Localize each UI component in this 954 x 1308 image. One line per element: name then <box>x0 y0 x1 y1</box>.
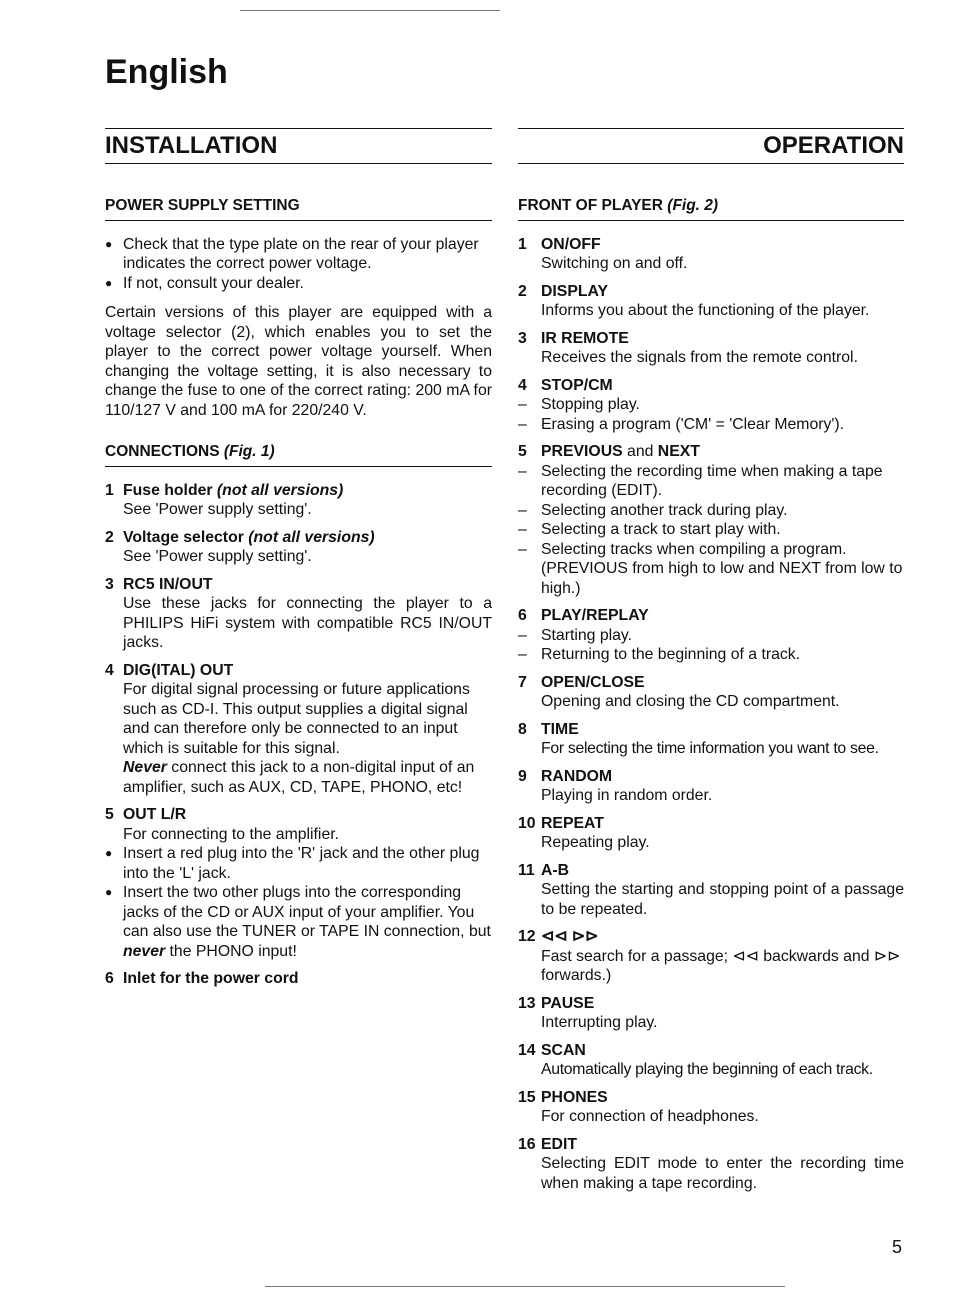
item-text: Automatically playing the beginning of each track. <box>541 1061 873 1078</box>
list-item <box>518 282 904 321</box>
connections-fig-ref: (Fig. 1) <box>223 443 275 460</box>
installation-column <box>105 196 492 989</box>
list-item <box>518 994 904 1033</box>
installation-title: INSTALLATION <box>105 132 278 159</box>
item-dash: – Selecting another track during play. <box>518 501 904 521</box>
item-title: NEXT <box>657 443 700 460</box>
item-number: 4 <box>105 661 114 679</box>
bullet-text: Insert the two other plugs into the corresponding jacks of the CD or AUX input of your amplifier. You can also use the TUNER or TAPE IN connection, but <box>123 884 491 940</box>
item-title: REPEAT <box>541 814 604 832</box>
item-title: OUT L/R <box>123 806 187 823</box>
connections-heading <box>105 442 492 467</box>
item-text: For connecting to the amplifier. <box>123 825 340 843</box>
list-item <box>518 329 904 368</box>
item-title: ON/OFF <box>541 235 601 253</box>
item-number: 8 <box>518 720 527 738</box>
item-text: Fast search for a passage; ⊲⊲ backwards and ⊳⊳ forwards.) <box>541 947 901 984</box>
item-number: 1 <box>105 481 114 499</box>
item-bullet: ● Insert a red plug into the 'R' jack and the other plug into the 'L' jack. <box>105 844 492 883</box>
item-number: 3 <box>518 329 527 347</box>
item-number: 1 <box>518 235 527 253</box>
search-icons: ⊲⊲ ⊳⊳ <box>541 928 599 945</box>
scan-rule-top <box>240 10 500 11</box>
list-item <box>518 376 904 435</box>
warning-emphasis: Never <box>123 759 167 776</box>
item-title: IR REMOTE <box>541 329 629 347</box>
item-number: 6 <box>105 970 114 987</box>
item-text: Selecting EDIT mode to enter the recording time when making a tape recording. <box>541 1155 904 1192</box>
list-item <box>518 1088 904 1127</box>
bullet-emphasis: never <box>123 942 166 960</box>
item-number: 11 <box>518 861 535 879</box>
item-text: See 'Power supply setting'. <box>123 501 312 518</box>
item-text: Use these jacks for connecting the player to a PHILIPS HiFi system with compatible RC5 IN/OUT jacks. <box>123 595 492 651</box>
item-dash: – Selecting tracks when compiling a program. (PREVIOUS from high to low and NEXT from low to high.) <box>518 540 904 599</box>
item-title: RANDOM <box>541 767 613 785</box>
item-number: 7 <box>518 673 527 691</box>
item-title: TIME <box>541 720 579 738</box>
item-text: For connection of headphones. <box>541 1108 759 1125</box>
warning-text: connect this jack to a non-digital input of an amplifier, such as AUX, CD, TAPE, PHONO, etc! <box>123 759 475 796</box>
item-number: 5 <box>105 806 114 823</box>
item-dash: – Erasing a program ('CM' = 'Clear Memory'). <box>518 415 904 435</box>
item-title-and: and <box>622 443 658 460</box>
item-text: Informs you about the functioning of the player. <box>541 302 870 319</box>
item-number: 3 <box>105 575 114 593</box>
list-item <box>518 861 904 920</box>
list-item <box>518 927 904 986</box>
item-dash: – Selecting a track to start play with. <box>518 520 904 540</box>
list-item <box>518 442 904 598</box>
item-dash: – Stopping play. <box>518 395 904 415</box>
item-title: A-B <box>541 861 570 879</box>
item-dash: – Starting play. <box>518 626 904 646</box>
item-title: RC5 IN/OUT <box>123 575 213 593</box>
list-item <box>518 767 904 806</box>
list-item <box>518 1135 904 1194</box>
list-item <box>105 528 492 567</box>
front-heading-text: FRONT OF PLAYER <box>518 197 663 214</box>
connections-list <box>105 481 492 989</box>
item-number: 4 <box>518 376 527 394</box>
item-title: DISPLAY <box>541 282 609 300</box>
item-title: EDIT <box>541 1135 577 1153</box>
item-number: 10 <box>518 814 536 832</box>
item-dash: – Returning to the beginning of a track. <box>518 645 904 665</box>
item-number: 5 <box>518 443 527 460</box>
item-qualifier: (not all versions) <box>248 528 375 546</box>
item-number: 12 <box>518 928 536 945</box>
item-text: Opening and closing the CD compartment. <box>541 693 840 710</box>
item-title: PREVIOUS <box>541 443 623 460</box>
item-text: For selecting the time information you want to see. <box>541 740 879 757</box>
list-item <box>105 661 492 798</box>
item-body <box>105 680 492 797</box>
item-title: PAUSE <box>541 994 595 1012</box>
page-number: 5 <box>892 1237 903 1257</box>
item-number: 14 <box>518 1041 536 1059</box>
item-title: Fuse holder <box>123 481 213 499</box>
front-fig-ref: (Fig. 2) <box>667 197 719 214</box>
item-title: Inlet for the power cord <box>123 970 299 987</box>
item-number: 13 <box>518 994 536 1012</box>
list-item <box>518 720 904 759</box>
list-item <box>105 481 492 520</box>
item-text: Repeating play. <box>541 834 650 851</box>
item-title: STOP/CM <box>541 376 613 394</box>
item-title: OPEN/CLOSE <box>541 673 645 691</box>
item-bullet <box>105 883 492 961</box>
item-text: Setting the starting and stopping point of a passage to be repeated. <box>541 881 904 918</box>
list-item <box>105 805 492 961</box>
item-warning <box>123 758 492 797</box>
item-number: 16 <box>518 1135 536 1153</box>
item-number: 15 <box>518 1088 536 1106</box>
item-text: Switching on and off. <box>541 255 688 272</box>
item-title: PHONES <box>541 1088 608 1106</box>
item-text: Interrupting play. <box>541 1014 658 1031</box>
operation-header <box>518 128 904 164</box>
power-supply-bullet: ● If not, consult your dealer. <box>105 274 492 294</box>
item-title: SCAN <box>541 1041 586 1059</box>
item-text: For digital signal processing or future applications such as CD-I. This output supplies a digital signal and can therefore only be connected to an input which is suitable for this signal. <box>123 681 470 757</box>
item-title: DIG(ITAL) OUT <box>123 661 234 679</box>
list-item <box>518 673 904 712</box>
item-number: 6 <box>518 607 527 624</box>
item-title: PLAY/REPLAY <box>541 607 649 624</box>
item-text: See 'Power supply setting'. <box>123 548 312 565</box>
operation-column <box>518 196 904 1193</box>
item-number: 2 <box>518 282 527 300</box>
item-number: 2 <box>105 528 114 546</box>
item-text: Playing in random order. <box>541 787 713 804</box>
item-title: Voltage selector <box>123 528 244 546</box>
page-title: English <box>105 53 228 91</box>
power-supply-heading: POWER SUPPLY SETTING <box>105 196 492 221</box>
list-item <box>518 1041 904 1080</box>
power-supply-paragraph: Certain versions of this player are equipped with a voltage selector (2), which enables you to set the player to the correct power voltage yourself. When changing the voltage setting, it is also necessary to change the fuse to one of the correct rating: 200 mA for 110/127 V and 100 mA for 220/240 V. <box>105 304 492 419</box>
scan-rule-bottom <box>265 1286 785 1287</box>
item-number: 9 <box>518 767 527 785</box>
item-qualifier: (not all versions) <box>216 481 344 499</box>
list-item <box>518 606 904 665</box>
list-item <box>105 969 492 989</box>
installation-header <box>105 128 492 164</box>
item-text: Receives the signals from the remote control. <box>541 349 858 366</box>
list-item <box>518 235 904 274</box>
item-dash: – Selecting the recording time when making a tape recording (EDIT). <box>518 462 904 501</box>
bullet-text: the PHONO input! <box>165 942 297 960</box>
front-heading <box>518 196 904 221</box>
list-item <box>518 814 904 853</box>
front-list <box>518 235 904 1194</box>
operation-title: OPERATION <box>763 132 904 159</box>
list-item <box>105 575 492 653</box>
power-supply-bullet: ● Check that the type plate on the rear of your player indicates the correct power voltage. <box>105 235 492 274</box>
connections-heading-text: CONNECTIONS <box>105 443 220 460</box>
